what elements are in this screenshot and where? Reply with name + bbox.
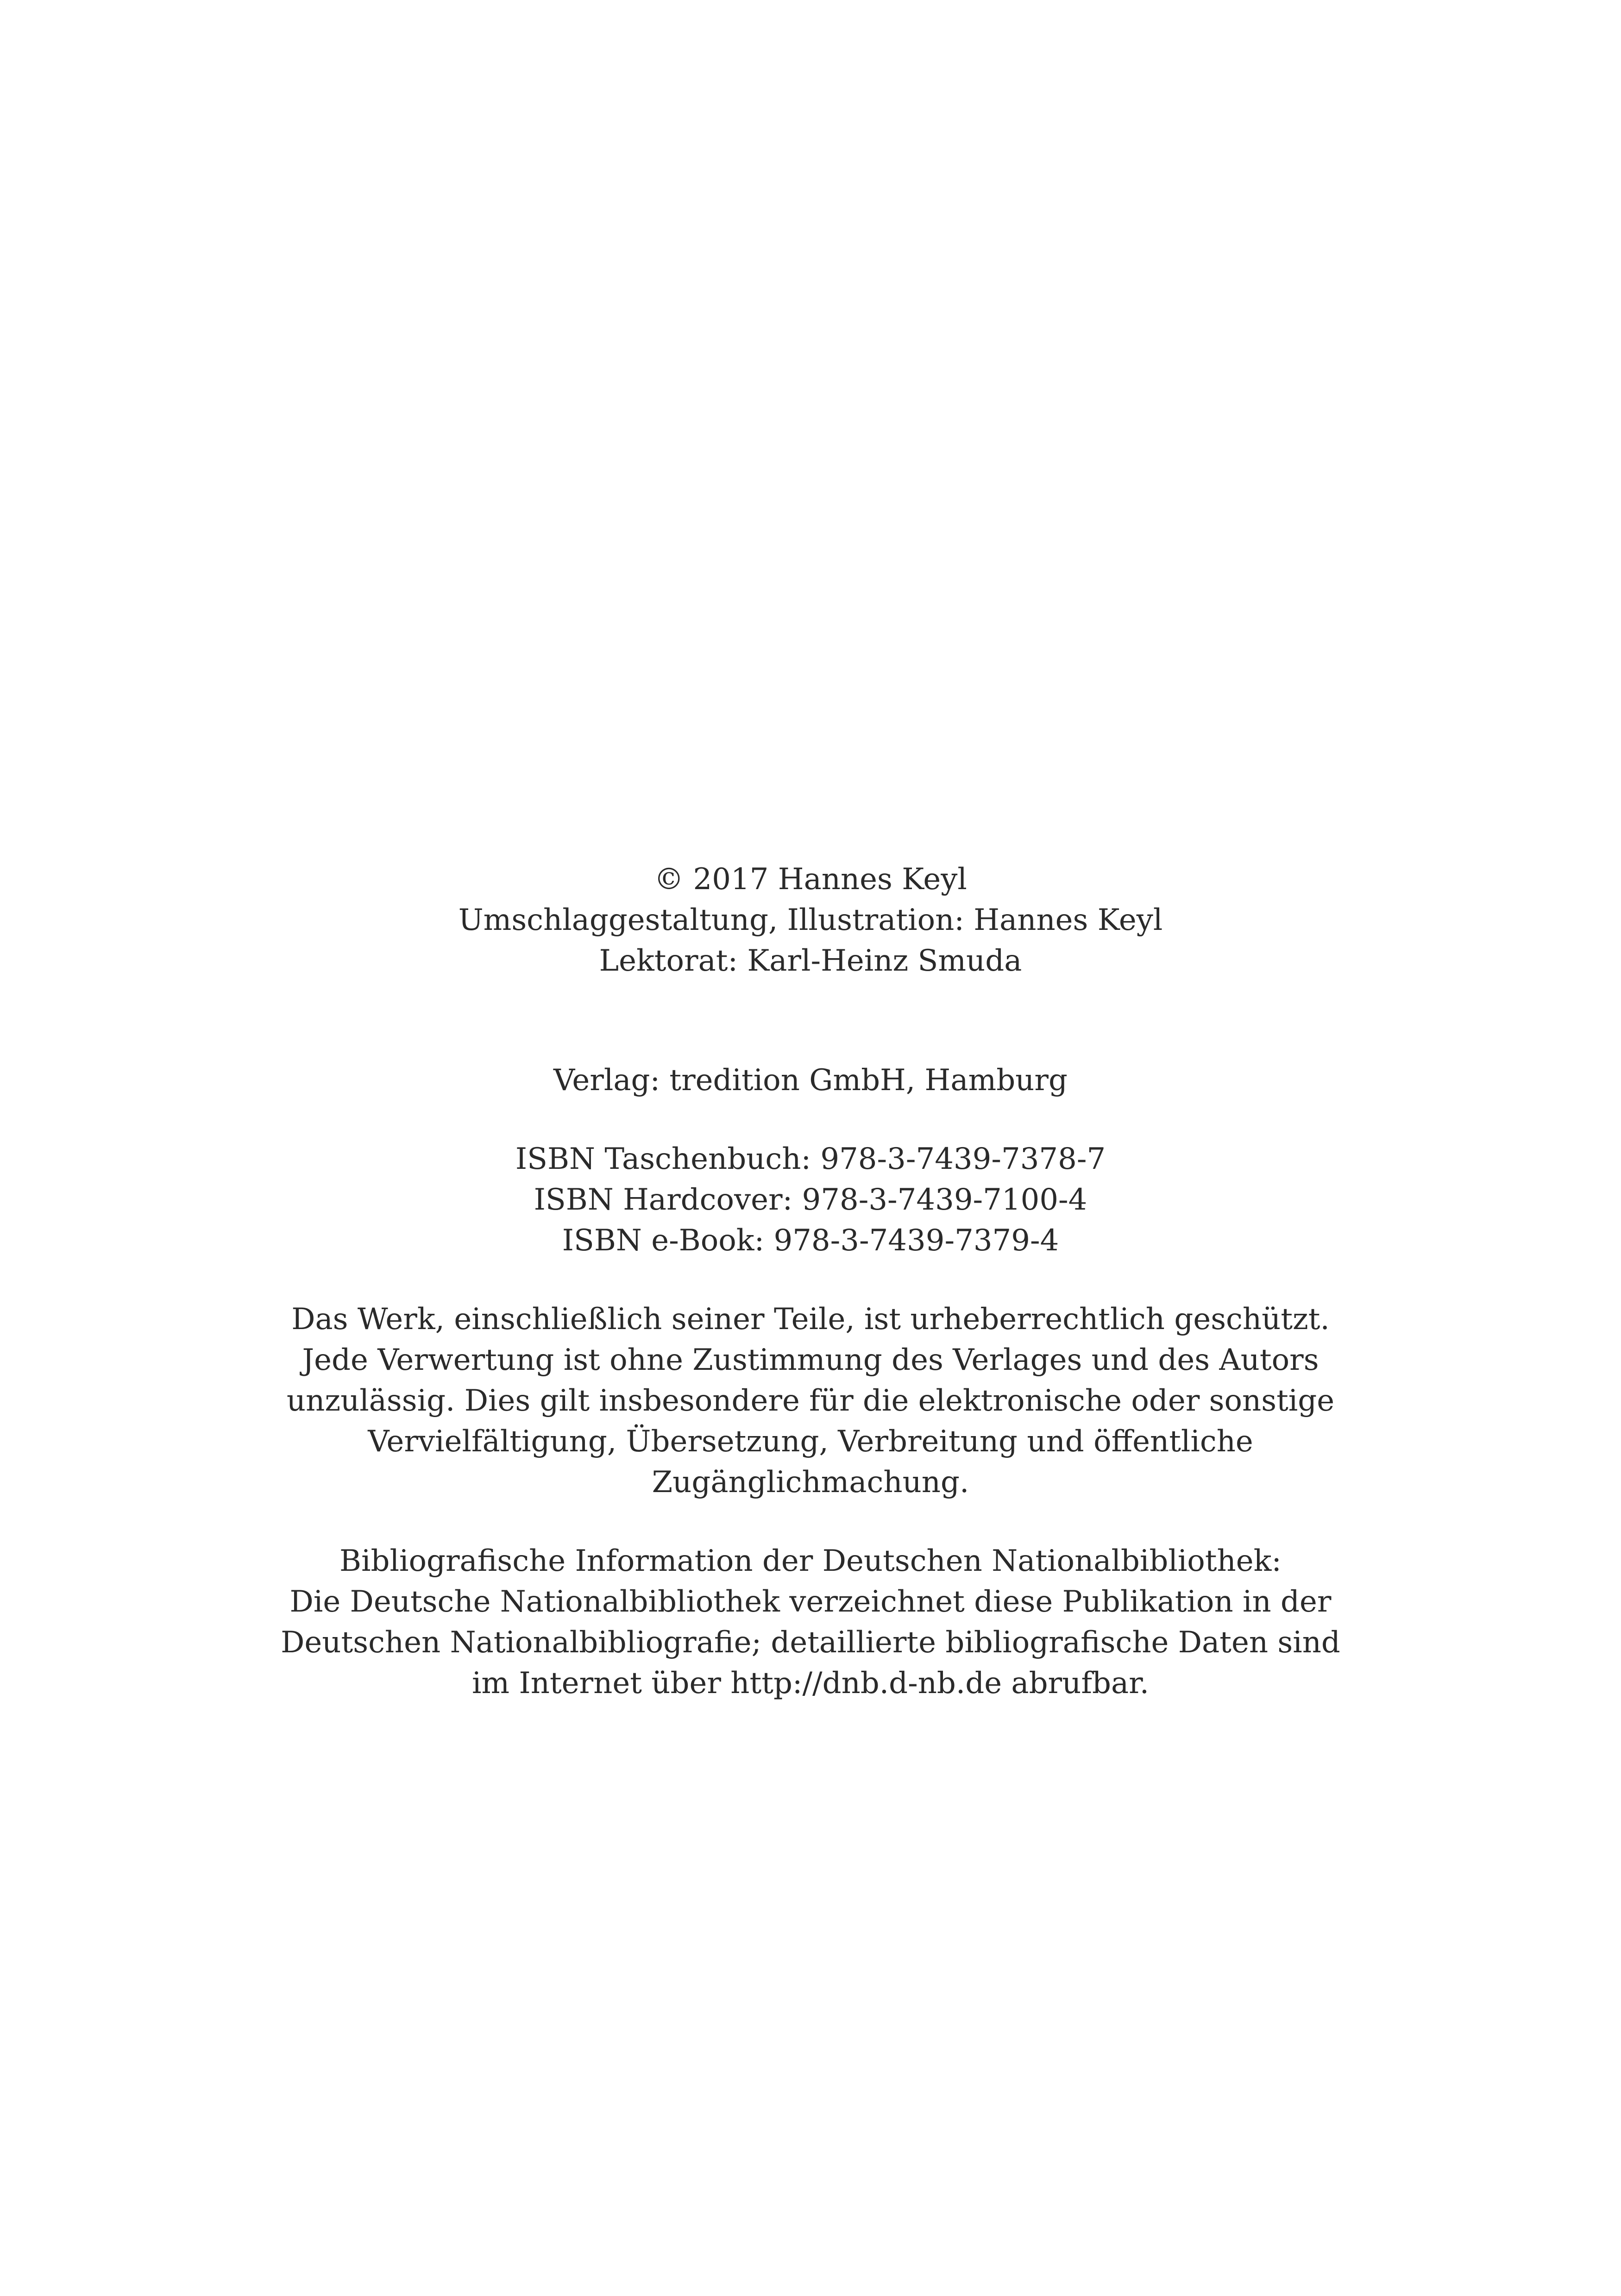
bibliography-line: Bibliografische Information der Deutschen Nationalbibliothek:: [339, 1544, 1282, 1578]
publisher-block: [0, 1060, 1621, 1101]
rights-line: Das Werk, einschließlich seiner Teile, ist urheberrechtlich geschützt.: [291, 1302, 1330, 1336]
cover-design-line: Umschlaggestaltung, Illustration: Hannes Keyl: [458, 903, 1163, 937]
rights-line: Zugänglichmachung.: [652, 1465, 969, 1499]
bibliographic-notice: [0, 1541, 1621, 1704]
copyright-line: © 2017 Hannes Keyl: [654, 862, 967, 897]
rights-line: Vervielfältigung, Übersetzung, Verbreitung und öffentliche: [368, 1424, 1253, 1459]
editing-line: Lektorat: Karl-Heinz Smuda: [599, 944, 1022, 978]
isbn-ebook: ISBN e-Book: 978-3-7439-7379-4: [562, 1223, 1059, 1258]
rights-line: Jede Verwertung ist ohne Zustimmung des Verlages und des Autors: [302, 1343, 1319, 1377]
publisher-line: Verlag: tredition GmbH, Hamburg: [553, 1063, 1068, 1098]
isbn-block: [0, 1139, 1621, 1261]
bibliography-line: Die Deutsche Nationalbibliothek verzeichnet diese Publikation in der: [289, 1585, 1332, 1619]
bibliography-line: Deutschen Nationalbibliografie; detaillierte bibliografische Daten sind: [281, 1625, 1340, 1660]
rights-line: unzulässig. Dies gilt insbesondere für die elektronische oder sonstige: [286, 1384, 1335, 1418]
bibliography-line: im Internet über http://dnb.d-nb.de abrufbar.: [471, 1666, 1150, 1700]
rights-notice: [0, 1299, 1621, 1503]
credits-block: [0, 859, 1621, 981]
imprint-page: [0, 859, 1621, 1704]
isbn-paperback: ISBN Taschenbuch: 978-3-7439-7378-7: [515, 1142, 1106, 1176]
isbn-hardcover: ISBN Hardcover: 978-3-7439-7100-4: [534, 1183, 1087, 1217]
